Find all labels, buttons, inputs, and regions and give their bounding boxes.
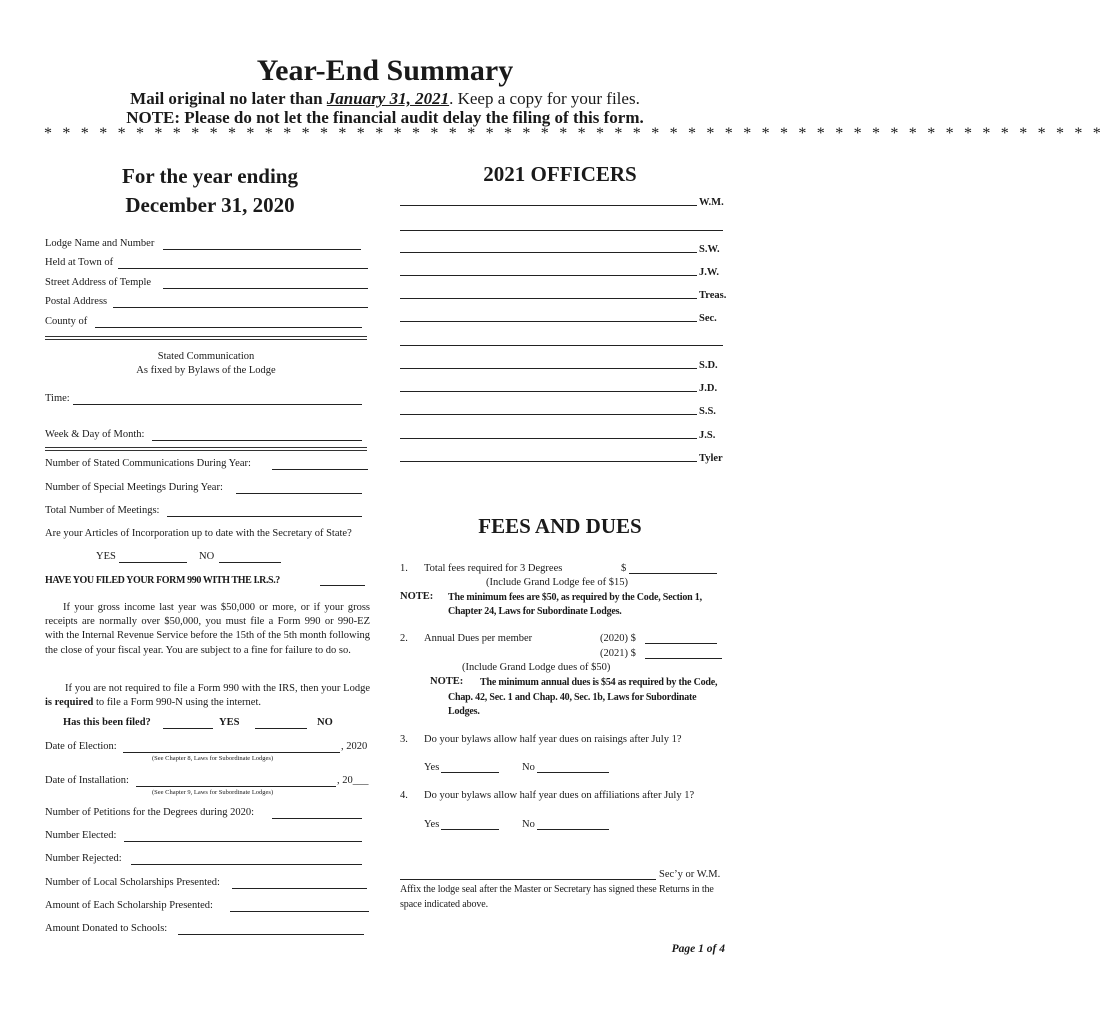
mail-deadline (0, 89, 770, 109)
officer-signature-line[interactable] (400, 275, 697, 276)
postal-label: Postal Address (45, 296, 108, 307)
rejected-label: Number Rejected: (45, 853, 122, 864)
officer-title: S.W. (699, 244, 720, 255)
note1-text: The minimum fees are $50, as required by the Code, Section 1, Chapter 24, Laws for Subordinate Lodges. (448, 592, 702, 617)
form990n-paragraph (45, 682, 370, 710)
item1-sub: (Include Grand Lodge fee of $15) (486, 577, 628, 588)
time-field[interactable] (73, 404, 362, 405)
form990-question: HAVE YOU FILED YOUR FORM 990 WITH THE I.R.S.? (45, 575, 280, 586)
election-field[interactable] (123, 752, 340, 753)
item3-no-field[interactable] (537, 772, 609, 773)
officer-signature-line[interactable] (400, 252, 697, 253)
articles-yes-label: YES (96, 551, 116, 562)
election-label: Date of Election: (45, 741, 117, 752)
item3-question: Do your bylaws allow half year dues on raisings after July 1? (424, 734, 682, 745)
officer-signature-line[interactable] (400, 321, 697, 322)
election-year: , 2020 (341, 741, 368, 752)
star-divider: * * * * * * * * * * * * * * * * * * * * * * * * * * * * * * * * * * * * * * * * * * * * * * * * * * * * * * * * * * (44, 125, 1104, 142)
mail-suffix: . Keep a copy for your files. (449, 89, 640, 108)
form990-field[interactable] (320, 585, 365, 586)
postal-field[interactable] (113, 307, 368, 308)
elected-field[interactable] (124, 841, 362, 842)
item1-label: Total fees required for 3 Degrees (424, 563, 563, 574)
has-filed-no-label: NO (317, 717, 333, 728)
mail-date: January 31, 2021 (326, 89, 450, 108)
mail-prefix: Mail original no later than (130, 89, 327, 108)
stated-comm-label: Stated Communication (157, 351, 255, 362)
note2-text: The minimum annual dues is $54 as required by the Code, Chap. 42, Sec. 1 and Chap. 40, Sec. 1b, Laws for Subordinate Lodges. (448, 677, 718, 717)
officer-signature-line[interactable] (400, 205, 697, 206)
seal-instructions: Affix the lodge seal after the Master or Secretary has signed these Returns in the space indicated above. (400, 884, 714, 910)
officer-title: J.S. (699, 430, 716, 441)
officer-title: W.M. (699, 197, 724, 208)
petitions-field[interactable] (272, 818, 362, 819)
week-day-label: Week & Day of Month: (45, 429, 145, 440)
form990n-text-a: If you are not required to file a Form 990 with the IRS, then your Lodge (65, 683, 370, 694)
installation-year: , 20___ (337, 775, 369, 786)
item3-yes-field[interactable] (441, 772, 499, 773)
item4-yes-label: Yes (424, 819, 440, 830)
officer-signature-line[interactable] (400, 230, 723, 231)
officer-title: J.D. (699, 383, 718, 394)
officer-title: Tyler (699, 453, 723, 464)
item2-number: 2. (400, 633, 408, 644)
officer-title: S.D. (699, 360, 718, 371)
item3-yes-label: Yes (424, 762, 440, 773)
petitions-label: Number of Petitions for the Degrees during 2020: (45, 807, 255, 818)
has-filed-no-field[interactable] (255, 728, 307, 729)
dues-2020-label: (2020) $ (600, 633, 636, 644)
signature-label: Sec’y or W.M. (659, 869, 721, 880)
total-meetings-label: Total Number of Meetings: (45, 505, 160, 516)
has-filed-label: Has this been filed? (63, 717, 151, 728)
officer-title: S.S. (699, 406, 716, 417)
week-day-field[interactable] (152, 440, 362, 441)
num-special-label: Number of Special Meetings During Year: (45, 482, 223, 493)
item2-label: Annual Dues per member (424, 633, 533, 644)
item1-number: 1. (400, 563, 408, 574)
lodge-name-label: Lodge Name and Number (45, 238, 155, 249)
year-heading-1: For the year ending (122, 164, 298, 188)
form990n-text-c: to file a Form 990-N using the internet. (93, 697, 262, 709)
articles-no-field[interactable] (219, 562, 281, 563)
rejected-field[interactable] (131, 864, 362, 865)
item4-no-label: No (522, 819, 535, 830)
street-field[interactable] (163, 288, 368, 289)
officer-signature-line[interactable] (400, 414, 697, 415)
page-title: Year-End Summary (256, 54, 514, 87)
form990-paragraph: If your gross income last year was $50,000 or more, or if your gross receipts are normally over $50,000, you must file a Form 990 or 990-EZ with the Internal Revenue Service before the 15th of the 5th month following the close of your fiscal year. You are subject to a fine for failure to do so. (45, 602, 370, 656)
officers-heading: 2021 OFFICERS (483, 162, 637, 186)
num-stated-label: Number of Stated Communications During Year: (45, 458, 251, 469)
officer-signature-line[interactable] (400, 345, 723, 346)
num-special-field[interactable] (236, 493, 362, 494)
section-divider (45, 336, 367, 340)
has-filed-yes-field[interactable] (163, 728, 213, 729)
lodge-name-field[interactable] (163, 249, 361, 250)
articles-question: Are your Articles of Incorporation up to date with the Secretary of State? (45, 528, 352, 539)
dues-2021-label: (2021) $ (600, 648, 636, 659)
officer-title: Sec. (699, 313, 717, 324)
amount-schools-label: Amount Donated to Schools: (45, 923, 168, 934)
officer-signature-line[interactable] (400, 298, 697, 299)
item4-yes-field[interactable] (441, 829, 499, 830)
county-field[interactable] (95, 327, 362, 328)
note1-label: NOTE: (400, 591, 434, 602)
dues-2021-field[interactable] (645, 658, 722, 659)
fees-heading: FEES AND DUES (478, 514, 642, 538)
officer-title: Treas. (699, 290, 727, 301)
item4-no-field[interactable] (537, 829, 609, 830)
officer-signature-line[interactable] (400, 391, 697, 392)
form990n-text-b: is required (45, 697, 94, 709)
articles-yes-field[interactable] (119, 562, 187, 563)
amount-schools-field[interactable] (178, 934, 364, 935)
amount-scholarship-label: Amount of Each Scholarship Presented: (45, 900, 213, 911)
year-heading-2: December 31, 2020 (125, 193, 295, 217)
scholarships-field[interactable] (232, 888, 367, 889)
officer-signature-line[interactable] (400, 438, 697, 439)
installation-note: (See Chapter 9, Laws for Subordinate Lodges) (152, 789, 274, 796)
street-label: Street Address of Temple (45, 277, 152, 288)
item3-number: 3. (400, 734, 408, 745)
audit-note: NOTE: Please do not let the financial audit delay the filing of this form. (126, 108, 644, 127)
page-number: Page 1 of 4 (671, 943, 725, 955)
signature-field[interactable] (400, 879, 656, 880)
dues-2020-field[interactable] (645, 643, 717, 644)
num-stated-field[interactable] (272, 469, 368, 470)
section-divider-2 (45, 447, 367, 451)
item4-number: 4. (400, 790, 408, 801)
election-note: (See Chapter 8, Laws for Subordinate Lodges) (152, 755, 274, 762)
item1-dollar: $ (621, 563, 627, 574)
installation-field[interactable] (136, 786, 336, 787)
held-at-field[interactable] (118, 268, 368, 269)
total-meetings-field[interactable] (167, 516, 362, 517)
note2-label: NOTE: (430, 676, 464, 687)
item3-no-label: No (522, 762, 535, 773)
fixed-by-label: As fixed by Bylaws of the Lodge (136, 365, 276, 376)
officer-signature-line[interactable] (400, 461, 697, 462)
officer-title: J.W. (699, 267, 720, 278)
item1-field[interactable] (629, 573, 717, 574)
held-at-label: Held at Town of (45, 257, 114, 268)
scholarships-label: Number of Local Scholarships Presented: (45, 877, 220, 888)
officer-signature-line[interactable] (400, 368, 697, 369)
articles-no-label: NO (199, 551, 215, 562)
amount-scholarship-field[interactable] (230, 911, 369, 912)
item2-sub: (Include Grand Lodge dues of $50) (462, 662, 611, 673)
has-filed-yes-label: YES (219, 717, 240, 728)
item4-question: Do your bylaws allow half year dues on affiliations after July 1? (424, 790, 695, 801)
installation-label: Date of Installation: (45, 775, 129, 786)
elected-label: Number Elected: (45, 830, 117, 841)
time-label: Time: (45, 393, 70, 404)
county-label: County of (45, 316, 88, 327)
